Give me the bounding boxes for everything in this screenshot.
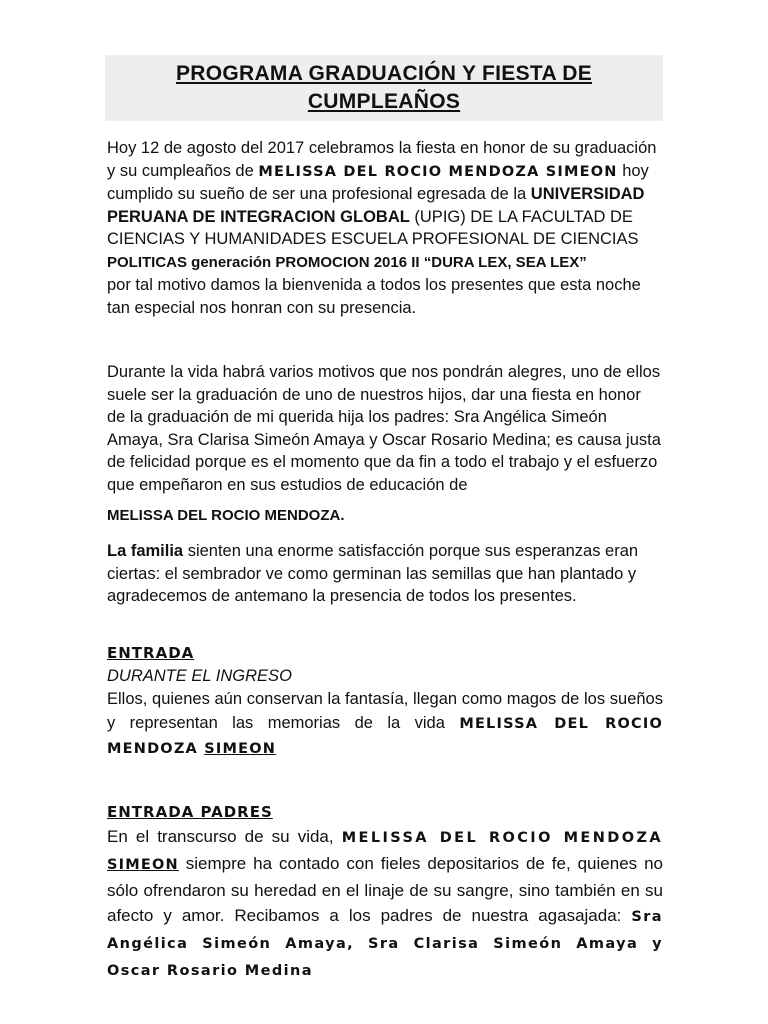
graduate-name: MELISSA DEL ROCIO MENDOZA SIMEON xyxy=(258,163,618,180)
document-title xyxy=(105,55,663,116)
paragraph-2-text: Durante la vida habrá varios motivos que nos pondrán alegres, uno de ellos suele ser la graduación de uno de nuestros hijos, dar una fiesta en honor de la graduación de mi querida hija los padres: Sra Angélica Simeón Amaya, Sra Clarisa Simeón Amaya y Oscar Rosario Medina; es causa justa de felicidad porque es el momento que da fin a todo el trabajo y el esfuerzo que empeñaron en sus estudios de educación de xyxy=(107,363,661,494)
entrada-name: MELISSA DEL ROCIO MENDOZA xyxy=(107,716,663,757)
parents-names: Sra Angélica Simeón Amaya, Sra Clarisa Simeón Amaya y Oscar Rosario Medina xyxy=(107,908,663,979)
entrada-padres-heading: ENTRADA PADRES xyxy=(107,803,273,821)
familia-text: sienten una enorme satisfacción porque sus esperanzas eran ciertas: el sembrador ve como germinan las semillas que han plantado y agradecemos de antemano la presencia de todos los presentes. xyxy=(107,542,639,605)
entrada-padres-text-2: siempre ha contado con fieles depositarios de fe, quienes no sólo ofrendaron su heredad en el linaje de su sangre, sino también en su afecto y amor. Recibamos a los padres de nuestra agasajada: xyxy=(107,853,663,925)
intro-text-1: Hoy 12 de agosto del 2017 celebramos la fiesta en honor de su graduación y su cumpleaños de xyxy=(107,139,657,180)
university-name: UNIVERSIDAD PERUANA DE INTEGRACION GLOBAL xyxy=(107,185,645,226)
entrada-text: Ellos, quienes aún conservan la fantasía, llegan como magos de los sueños y representan las memorias de la vida xyxy=(107,690,663,732)
familia-bold: La familia xyxy=(107,542,184,560)
entrada-heading: ENTRADA xyxy=(107,644,195,662)
intro-text-2: hoy cumplido su sueño de ser una profesional egresada de la xyxy=(107,161,649,203)
title-line-1: PROGRAMA GRADUACIÓN Y FIESTA DE xyxy=(175,62,593,85)
entrada-padres-section xyxy=(107,801,663,984)
entrada-padres-name: MELISSA DEL ROCIO MENDOZA xyxy=(341,829,663,846)
entrada-padres-text-1: En el transcurso de su vida, xyxy=(107,826,342,846)
intro-text-4: por tal motivo damos la bienvenida a todos los presentes que esta noche tan especial nos honran con su presencia. xyxy=(107,276,641,317)
entrada-subheading: DURANTE EL INGRESO xyxy=(107,666,292,685)
entrada-section xyxy=(107,642,663,761)
name-line-block xyxy=(107,505,663,528)
intro-paragraph xyxy=(107,137,663,319)
familia-paragraph xyxy=(107,540,663,608)
intro-text-3: (UPIG) DE LA FACULTAD DE CIENCIAS Y HUMANIDADES ESCUELA PROFESIONAL DE CIENCIAS xyxy=(107,207,639,248)
title-line-2: CUMPLEAÑOS xyxy=(307,90,461,113)
entrada-padres-surname: SIMEON xyxy=(107,856,179,873)
title-banner xyxy=(105,55,663,121)
entrada-name-surname: SIMEON xyxy=(204,741,277,757)
promotion-line: POLITICAS generación PROMOCION 2016 II “DURA LEX, SEA LEX” xyxy=(107,253,587,271)
paragraph-2 xyxy=(107,361,663,496)
name-line: MELISSA DEL ROCIO MENDOZA. xyxy=(107,507,345,524)
